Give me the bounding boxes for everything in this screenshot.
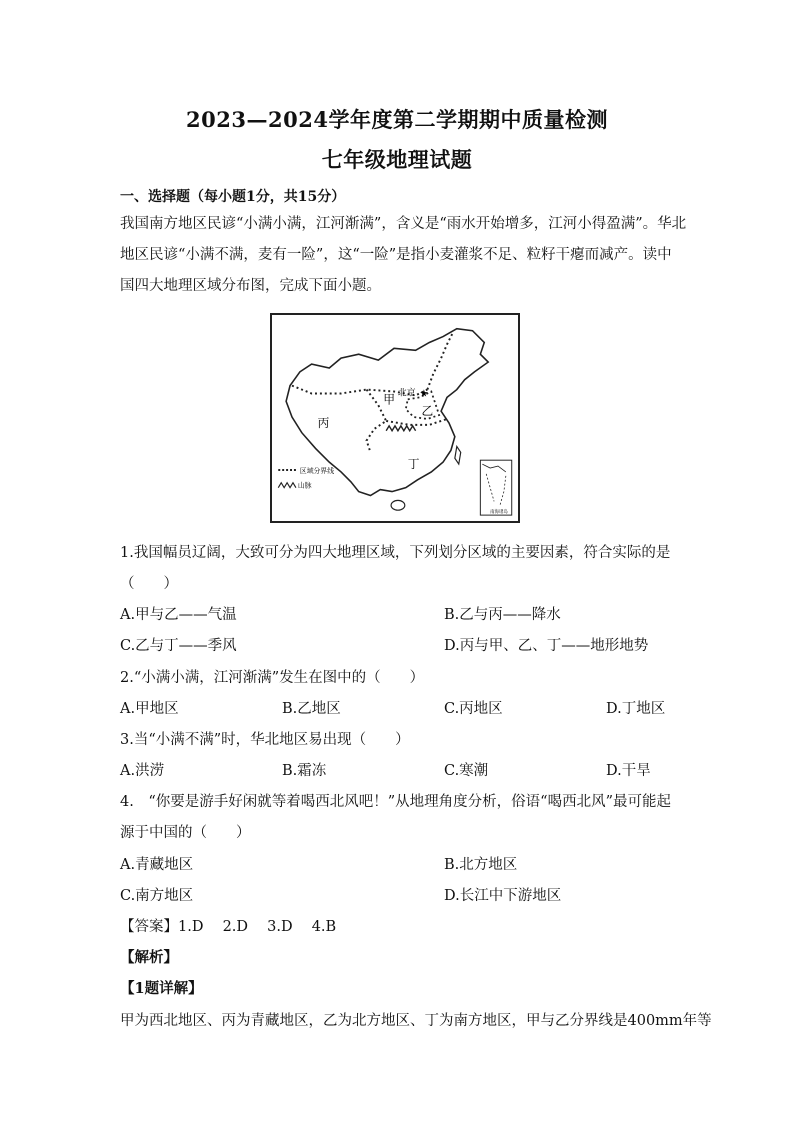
detail-1-heading: 【1题详解】 [120, 980, 203, 997]
intro-line-2: 地区民谚“小满不满，麦有一险”，这“一险”是指小麦灌浆不足、粒籽干瘪而减产。读中 [120, 247, 672, 263]
q3-option-a[interactable]: A.洪涝 [120, 763, 165, 779]
q2-option-a[interactable]: A.甲地区 [120, 701, 179, 717]
inset-label: 南海诸岛 [490, 510, 508, 516]
hainan-island [391, 500, 405, 510]
exam-title: 2023—2024学年度第二学期期中质量检测 [186, 107, 608, 132]
question-1-stem: 1.我国幅员辽阔，大致可分为四大地理区域，下列划分区域的主要因素，符合实际的是 [120, 545, 671, 561]
china-regions-map [270, 313, 520, 523]
region-label-bing: 丙 [317, 415, 330, 430]
map-svg [272, 315, 518, 521]
q3-option-b[interactable]: B.霜冻 [282, 763, 327, 779]
exam-subtitle: 七年级地理试题 [321, 147, 473, 172]
legend-mountain-label: 山脉 [297, 481, 312, 490]
question-2-stem: 2.“小满小满，江河渐满”发生在图中的（ ） [120, 670, 425, 686]
q3-option-c[interactable]: C.寒潮 [444, 763, 489, 779]
region-label-ding: 丁 [407, 457, 420, 472]
q1-option-d[interactable]: D.丙与甲、乙、丁——地形地势 [444, 638, 649, 654]
q1-option-b[interactable]: B.乙与丙——降水 [444, 607, 561, 623]
section-heading: 一、选择题（每小题1分，共15分） [120, 189, 346, 205]
q4-option-d[interactable]: D.长江中下游地区 [444, 888, 562, 904]
question-4-stem: 4. “你要是游手好闲就等着喝西北风吧！”从地理角度分析，俗语“喝西北风”最可能起 [120, 794, 671, 810]
region-label-jia: 甲 [383, 392, 396, 407]
q4-option-c[interactable]: C.南方地区 [120, 888, 194, 904]
intro-line-3: 国四大地理区域分布图，完成下面小题。 [120, 278, 381, 294]
city-label-beijing: 北京 [397, 388, 416, 399]
question-4-stem-cont: 源于中国的（ ） [120, 825, 251, 841]
inset-frame [480, 460, 511, 515]
taiwan-island [455, 446, 461, 464]
q1-option-c[interactable]: C.乙与丁——季风 [120, 638, 237, 654]
capital-star-icon: ★ [419, 388, 429, 400]
legend-mountain-symbol [278, 483, 296, 488]
boundary-qinling [386, 419, 447, 425]
q4-option-a[interactable]: A.青藏地区 [120, 857, 194, 873]
legend-boundary-label: 区域分界线 [299, 466, 335, 475]
detail-1-text: 甲为西北地区、丙为青藏地区，乙为北方地区、丁为南方地区，甲与乙分界线是400mm年等 [120, 1013, 712, 1029]
q3-option-d[interactable]: D.干旱 [606, 763, 651, 779]
q2-option-c[interactable]: C.丙地区 [444, 701, 503, 717]
analysis-heading: 【解析】 [120, 949, 178, 966]
answer-key: 【答案】1.D 2.D 3.D 4.B [120, 919, 337, 935]
mountain-range-symbol [386, 426, 415, 431]
question-1-stem-cont: （ ） [120, 576, 178, 592]
q1-option-a[interactable]: A.甲与乙——气温 [120, 607, 237, 623]
intro-line-1: 我国南方地区民谚“小满小满，江河渐满”，含义是“雨水开始增多，江河小得盈满”。华北 [120, 216, 687, 232]
question-3-stem: 3.当“小满不满”时，华北地区易出现（ ） [120, 732, 410, 748]
q2-option-d[interactable]: D.丁地区 [606, 701, 666, 717]
q2-option-b[interactable]: B.乙地区 [282, 701, 341, 717]
q4-option-b[interactable]: B.北方地区 [444, 857, 518, 873]
region-label-yi: 乙 [421, 404, 434, 419]
